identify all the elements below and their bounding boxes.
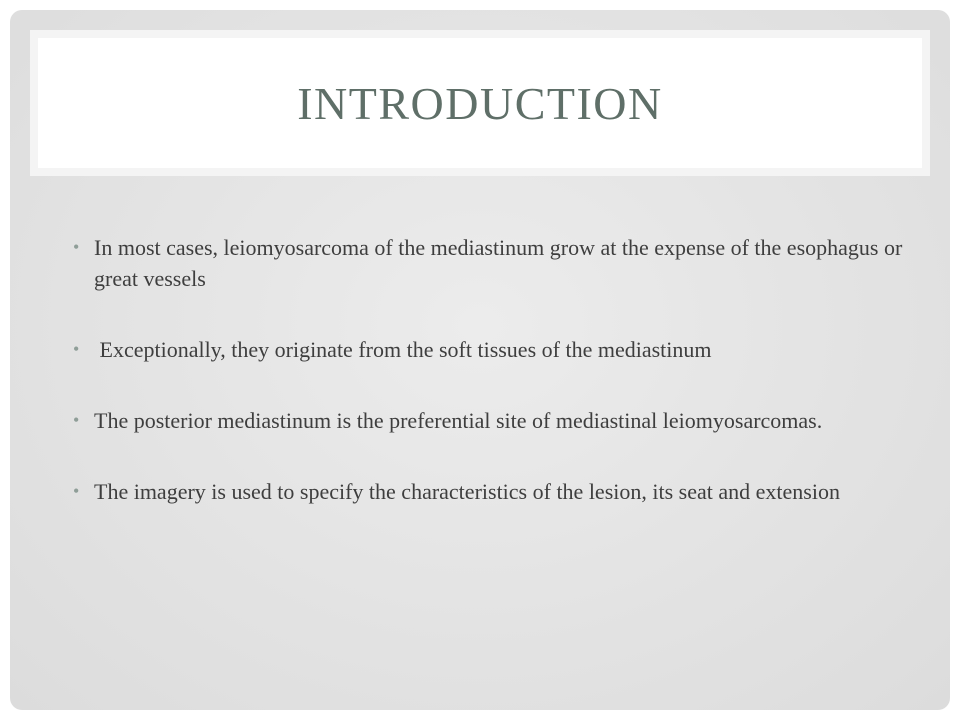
slide <box>10 10 950 710</box>
slide-title: INTRODUCTION <box>297 77 663 129</box>
bullet-icon: • <box>73 339 80 359</box>
bullet-item-2 <box>70 334 930 365</box>
bullet-text: In most cases, leiomyosarcoma of the mediastinum grow at the expense of the esophagus or great vessels <box>94 235 903 291</box>
title-area <box>38 38 922 168</box>
title-band <box>30 30 930 176</box>
bullet-item-4 <box>70 476 930 507</box>
bullet-icon: • <box>73 481 80 501</box>
bullet-item-1 <box>70 232 930 294</box>
bullet-icon: • <box>73 410 80 430</box>
bullet-list <box>70 232 930 547</box>
bullet-item-3 <box>70 405 930 436</box>
bullet-text: Exceptionally, they originate from the soft tissues of the mediastinum <box>94 337 712 362</box>
bullet-icon: • <box>73 237 80 257</box>
bullet-text: The posterior mediastinum is the preferential site of mediastinal leiomyosarcomas. <box>94 408 823 433</box>
bullet-text: The imagery is used to specify the characteristics of the lesion, its seat and extension <box>94 479 840 504</box>
